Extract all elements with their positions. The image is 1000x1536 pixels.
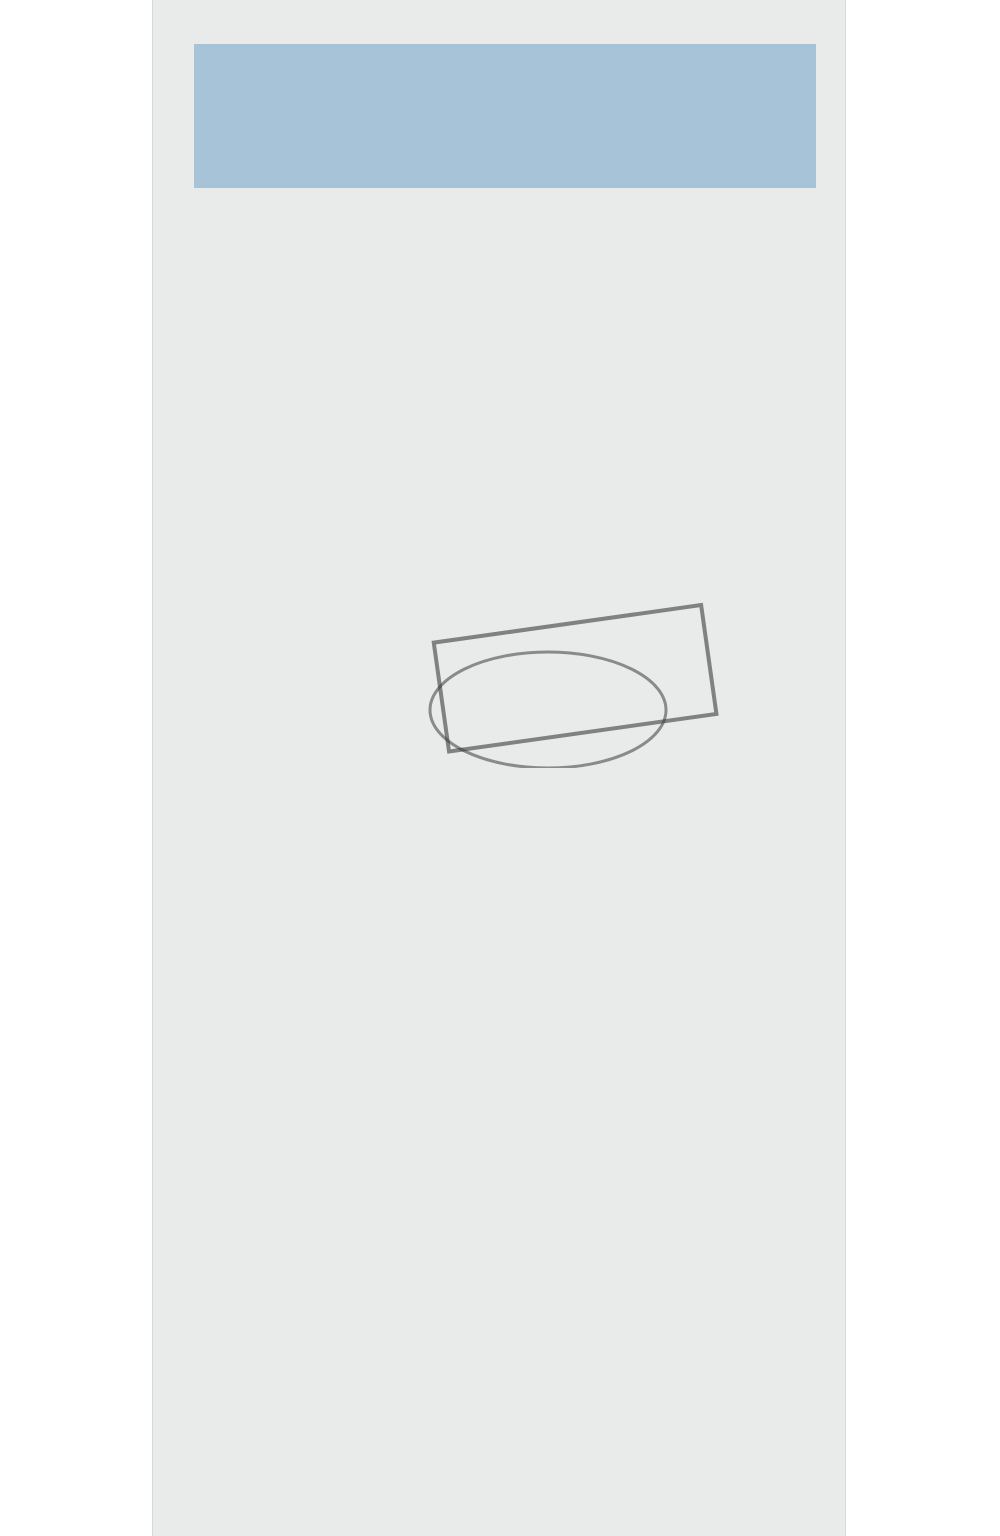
page-content xyxy=(166,34,836,188)
stamp-watermark xyxy=(420,598,730,768)
part-one-highlight-box xyxy=(194,44,816,116)
part-four-highlight-box xyxy=(194,116,816,188)
document-page xyxy=(152,0,846,1536)
part-one xyxy=(166,44,836,116)
corner-watermark xyxy=(796,1448,996,1532)
